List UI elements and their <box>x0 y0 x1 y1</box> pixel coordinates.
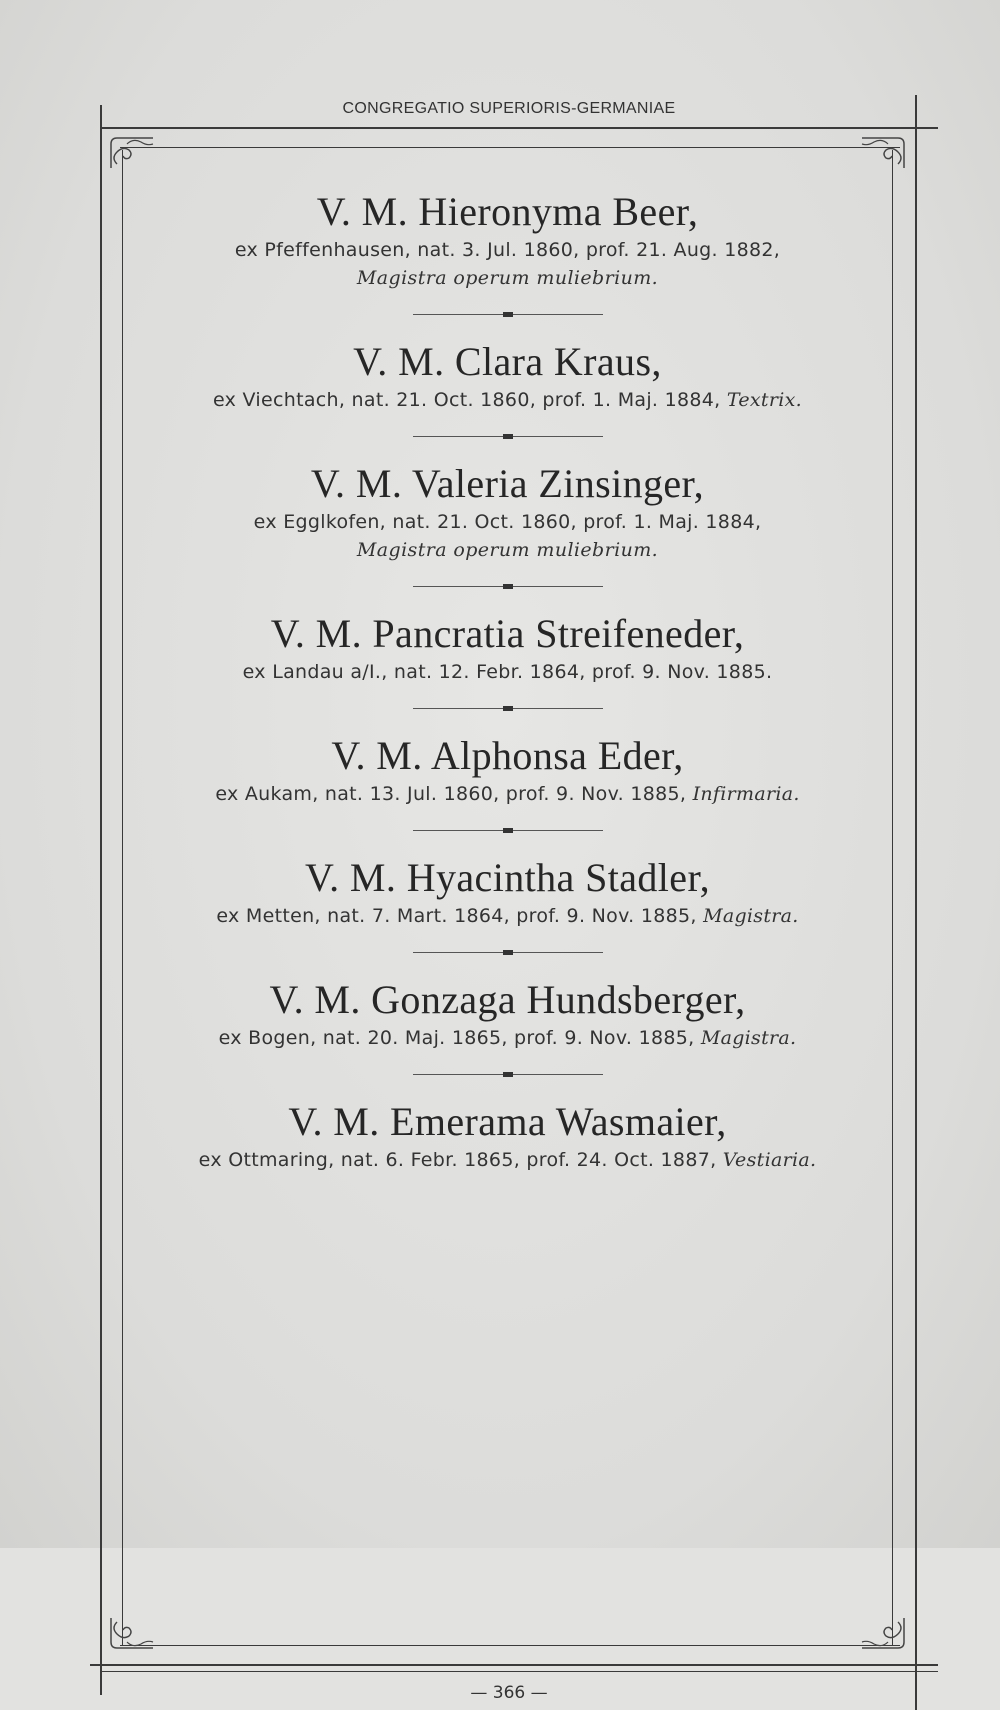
entry-office: Textrix. <box>726 389 802 411</box>
entry-details-text: ex Ottmaring, nat. 6. Febr. 1865, prof. 24. Oct. 1887, <box>198 1149 717 1171</box>
entry-details <box>125 386 890 414</box>
right-inner-rule <box>892 150 893 1645</box>
entry-details-text: ex Bogen, nat. 20. Maj. 1865, prof. 9. Nov. 1885, <box>218 1027 695 1049</box>
entry-details <box>125 902 890 930</box>
entry-details <box>125 780 890 808</box>
entry-details <box>125 658 890 686</box>
entry-office: Vestiaria. <box>722 1149 817 1171</box>
entry-details <box>125 1146 890 1174</box>
entry-details <box>125 1024 890 1052</box>
entry-office-line: Magistra operum muliebrium. <box>356 267 659 289</box>
entry-details <box>125 236 890 264</box>
separator <box>125 564 890 610</box>
entry-name: V. M. Hyacintha Stadler, <box>305 855 710 900</box>
entry <box>125 854 890 930</box>
corner-ornament-top-right-icon <box>858 134 908 170</box>
entry-office-line: Magistra operum muliebrium. <box>356 539 659 561</box>
corner-ornament-bottom-left-icon <box>107 1616 157 1652</box>
bottom-inner-rule <box>120 1645 900 1646</box>
entry <box>125 976 890 1052</box>
entry-name: V. M. Alphonsa Eder, <box>331 733 684 778</box>
entry-office: Infirmaria. <box>692 783 800 805</box>
separator <box>125 292 890 338</box>
right-outer-rule <box>915 95 917 1710</box>
separator <box>125 930 890 976</box>
entry-details <box>125 508 890 536</box>
bottom-outer-rule <box>90 1664 938 1666</box>
entry-name: V. M. Pancratia Streifeneder, <box>270 611 745 656</box>
top-inner-rule <box>120 147 900 148</box>
entry-name: V. M. Hieronyma Beer, <box>316 189 699 234</box>
entry <box>125 1098 890 1174</box>
entry-name: V. M. Gonzaga Hundsberger, <box>269 977 746 1022</box>
entry <box>125 460 890 564</box>
page-number: — 366 — <box>470 1683 548 1703</box>
entry-details-text: ex Viechtach, nat. 21. Oct. 1860, prof. 1. Maj. 1884, <box>213 389 721 411</box>
separator <box>125 686 890 732</box>
entry-details-text: ex Egglkofen, nat. 21. Oct. 1860, prof. 1. Maj. 1884, <box>253 511 762 533</box>
separator <box>125 808 890 854</box>
entries-list <box>125 188 890 1174</box>
separator <box>125 1052 890 1098</box>
running-head: CONGREGATIO SUPERIORIS-GERMANIAE <box>342 100 676 117</box>
entry-details-text: ex Landau a/I., nat. 12. Febr. 1864, prof. 9. Nov. 1885. <box>242 661 773 683</box>
entry-name: V. M. Valeria Zinsinger, <box>310 461 705 506</box>
entry-details-text: ex Metten, nat. 7. Mart. 1864, prof. 9. Nov. 1885, <box>216 905 697 927</box>
entry-name: V. M. Emerama Wasmaier, <box>288 1099 727 1144</box>
entry-name: V. M. Clara Kraus, <box>353 339 662 384</box>
left-inner-rule <box>122 150 123 1645</box>
entry <box>125 188 890 292</box>
entry-office: Magistra. <box>700 1027 797 1049</box>
bottom-outer-rule-2 <box>100 1671 938 1672</box>
entry-office: Magistra. <box>703 905 799 927</box>
entry <box>125 338 890 414</box>
left-outer-rule <box>100 105 102 1695</box>
corner-ornament-top-left-icon <box>107 134 157 170</box>
top-outer-rule <box>100 127 938 129</box>
entry-details-text: ex Aukam, nat. 13. Jul. 1860, prof. 9. Nov. 1885, <box>215 783 687 805</box>
entry-details-text: ex Pfeffenhausen, nat. 3. Jul. 1860, prof. 21. Aug. 1882, <box>234 239 781 261</box>
entry <box>125 732 890 808</box>
corner-ornament-bottom-right-icon <box>858 1616 908 1652</box>
separator <box>125 414 890 460</box>
entry <box>125 610 890 686</box>
